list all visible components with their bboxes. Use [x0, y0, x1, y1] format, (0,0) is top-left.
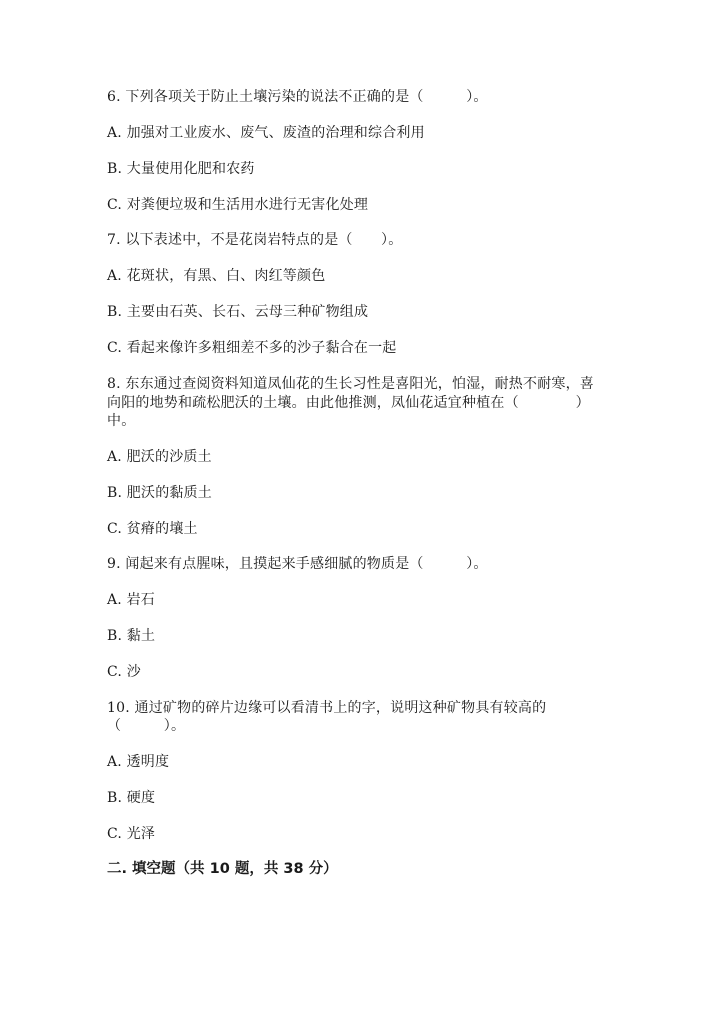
- question-10-option-b: B. 硬度: [107, 790, 156, 806]
- question-9-stem: 9. 闻起来有点腥味，且摸起来手感细腻的物质是（ ）。: [107, 556, 488, 572]
- question-8-option-a: A. 肥沃的沙质土: [107, 449, 212, 465]
- question-10-option-a: A. 透明度: [107, 754, 170, 770]
- question-9-option-b: B. 黏土: [107, 628, 156, 644]
- question-7-option-b: B. 主要由石英、长石、云母三种矿物组成: [107, 304, 369, 320]
- question-9-option-a: A. 岩石: [107, 592, 156, 608]
- question-8-option-b: B. 肥沃的黏质土: [107, 485, 212, 501]
- question-8-stem-line-1: 8. 东东通过查阅资料知道凤仙花的生长习性是喜阳光，怕湿，耐热不耐寒，喜: [107, 376, 595, 392]
- question-7-option-c: C. 看起来像许多粗细差不多的沙子黏合在一起: [107, 340, 397, 356]
- question-6-option-b: B. 大量使用化肥和农药: [107, 161, 255, 177]
- question-7-option-a: A. 花斑状，有黑、白、肉红等颜色: [107, 268, 326, 284]
- question-8-stem-line-3: 中。: [107, 413, 136, 429]
- question-7-stem: 7. 以下表述中，不是花岗岩特点的是（ ）。: [107, 232, 403, 248]
- question-6-option-a: A. 加强对工业废水、废气、废渣的治理和综合利用: [107, 125, 425, 141]
- section-heading: 二. 填空题（共 10 题，共 38 分）: [107, 861, 338, 877]
- question-10-option-c: C. 光泽: [107, 826, 156, 842]
- question-10-stem-line-2: （ ）。: [107, 718, 186, 734]
- question-8-stem-line-2: 向阳的地势和疏松肥沃的土壤。由此他推测，凤仙花适宜种植在（ ）: [107, 395, 590, 411]
- question-6-stem: 6. 下列各项关于防止土壤污染的说法不正确的是（ ）。: [107, 89, 488, 105]
- question-8-option-c: C. 贫瘠的壤土: [107, 521, 198, 537]
- question-9-option-c: C. 沙: [107, 664, 141, 680]
- question-6-option-c: C. 对粪便垃圾和生活用水进行无害化处理: [107, 197, 369, 213]
- question-10-stem-line-1: 10. 通过矿物的碎片边缘可以看清书上的字，说明这种矿物具有较高的: [107, 700, 547, 716]
